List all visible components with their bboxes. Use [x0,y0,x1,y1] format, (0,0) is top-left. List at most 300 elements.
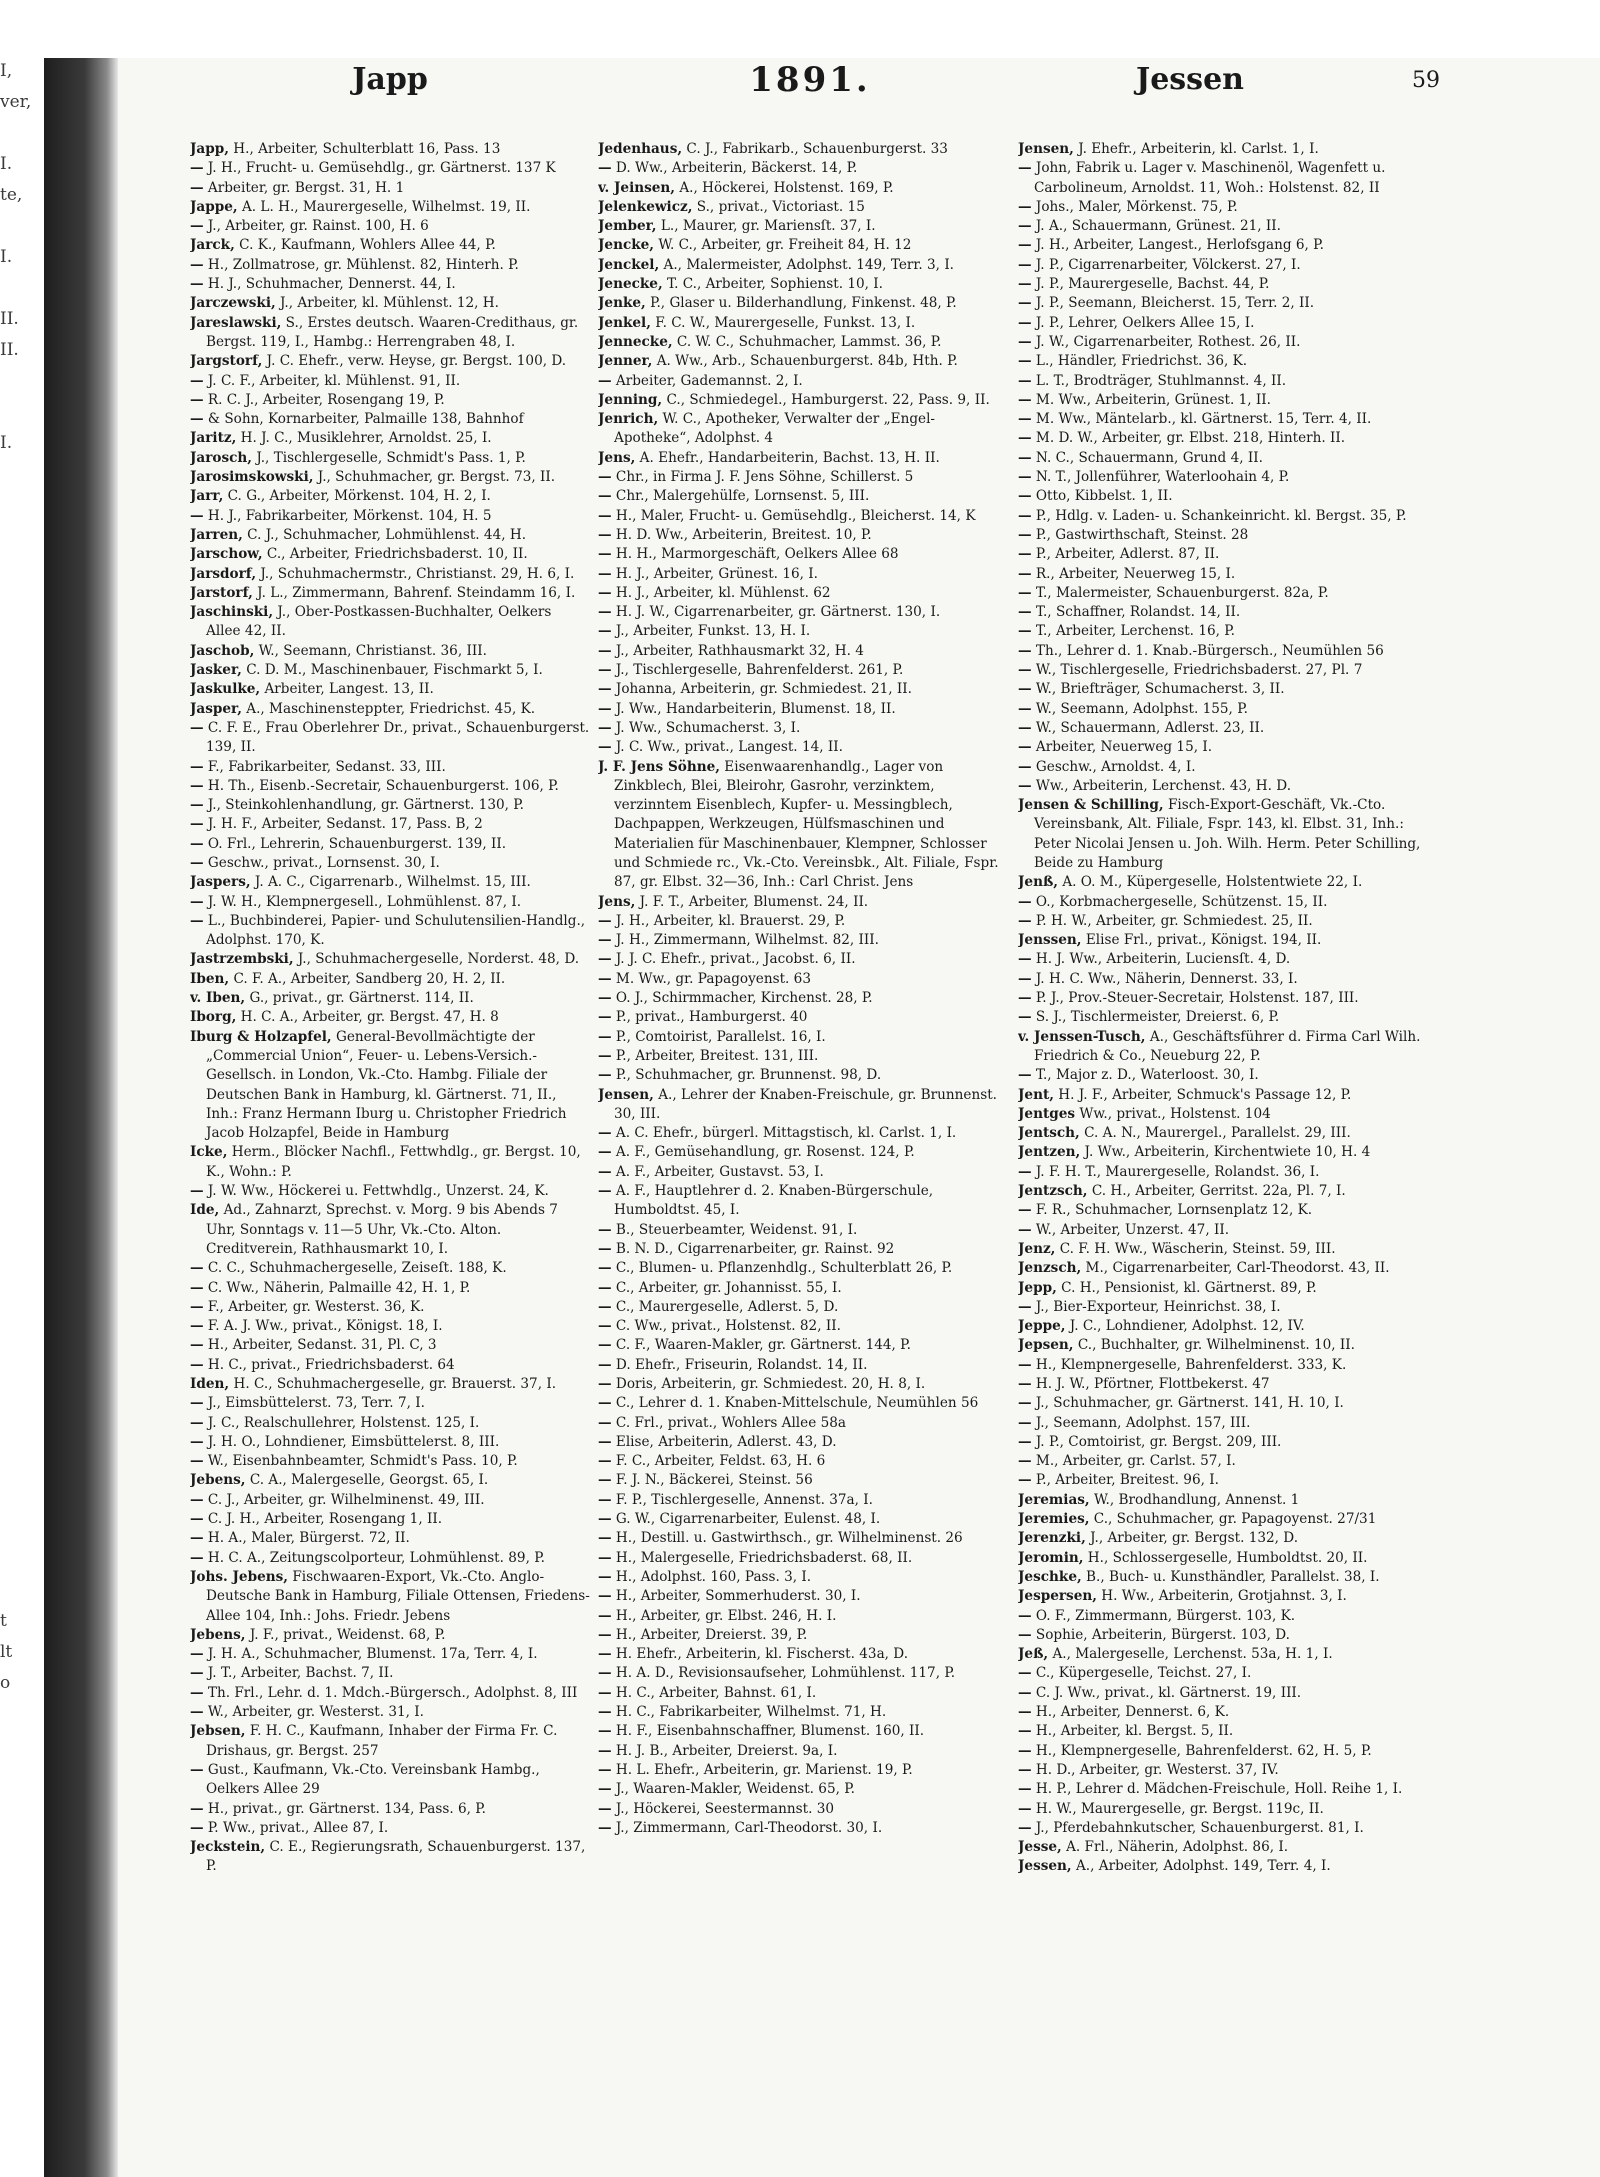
entry-details: Eisenwaarenhandlg., Lager von Zinkblech, Blei, Bleirohr, Gasrohr, verzinktem, verzinntem Eisenblech, Kupfer- u. Messingblech, Dachpappen, Werkzeugen, Hülfsmaschinen und Materialien für Maschinenbauer, Klempner, Schlosser und Schmiede rc., Vk.-Cto. Vereinsbk., Alt. Filiale, Fspr. 87, gr. Elbst. 32—36, Inh.: Carl Christ. Jens [614,758,999,891]
entry-details: C. F. H. Ww., Wäscherin, Steinst. 59, III. [1055,1240,1336,1257]
entry-name: — [598,1588,612,1605]
entry-name: — [1018,469,1032,486]
directory-entry [1018,140,1430,159]
entry-name: Jentsch, [1018,1125,1080,1142]
directory-entry [190,642,590,661]
directory-entry [598,1510,1010,1529]
entry-details: J. F. T., Arbeiter, Blumenst. 24, II. [635,893,869,910]
directory-entry [598,1086,1010,1125]
directory-entry [1018,1645,1430,1664]
entry-details: C. A., Malergeselle, Georgst. 65, I. [245,1472,489,1489]
entry-details: H., Arbeiter, kl. Bergst. 5, II. [1031,1723,1234,1740]
prev-page-fragment [0,122,44,153]
entry-details: P., Arbeiter, Breitest. 96, I. [1031,1472,1219,1489]
prev-page-fragment [0,1486,44,1517]
entry-details: Johs., Maler, Mörkenst. 75, P. [1031,198,1238,215]
entry-name: — [598,662,612,679]
entry-name: — [190,411,204,428]
directory-entry [598,333,1010,352]
entry-name: Jarschow, [190,546,263,563]
directory-entry [190,545,590,564]
prev-page-fragment [0,773,44,804]
entry-details: J. Ww., Handarbeiterin, Blumenst. 18, II. [611,700,896,717]
entry-details: H. J. Ww., Arbeiterin, Luciensſt. 4, D. [1031,951,1291,968]
entry-details: W., Brodhandlung, Annenst. 1 [1089,1491,1300,1508]
entry-name: — [598,1240,612,1257]
directory-entry [1018,1240,1430,1259]
entry-name: — [1018,1067,1032,1084]
prev-page-fragment [0,1424,44,1455]
directory-entry [598,1800,1010,1819]
entry-details: Fisch-Export-Geschäft, Vk.-Cto. Vereinsbank, Alt. Filiale, Fspr. 143, kl. Elbst. 31, Inh.: Peter Nicolai Jensen u. Joh. Wilh. Herm. Peter Schilling, Beide zu Hamburg [1034,797,1421,871]
entry-details: W., Arbeiter, Unzerst. 47, II. [1031,1221,1230,1238]
directory-entry [1018,507,1430,526]
directory-entry [1018,758,1430,777]
entry-details: J. H. O., Lohndiener, Eimsbüttelerst. 8, III. [203,1433,500,1450]
directory-entry [598,487,1010,506]
directory-entry [190,584,590,603]
entry-details: H. Ehefr., Arbeiterin, kl. Fischerst. 43a, D. [611,1646,909,1663]
directory-entry [1018,236,1430,255]
entry-name: — [1018,295,1032,312]
entry-name: — [190,1549,204,1566]
entry-name: v. Jeinsen, [598,179,676,196]
directory-entry [598,1452,1010,1471]
prev-page-fragment [0,525,44,556]
directory-entry [1018,1722,1430,1741]
entry-details: F. C., Arbeiter, Feldst. 63, H. 6 [611,1453,826,1470]
entry-name: Jeppe, [1018,1318,1066,1335]
directory-entry [598,1645,1010,1664]
entry-name: Jenssen, [1018,932,1082,949]
entry-details: Elise Frl., privat., Königst. 194, II. [1081,932,1322,949]
entry-details: H. D. Ww., Arbeiterin, Breitest. 10, P. [611,526,872,543]
entry-name: — [598,719,612,736]
entry-details: J. C., Lohndiener, Adolphst. 12, IV. [1065,1318,1305,1335]
entry-details: J., Steinkohlenhandlung, gr. Gärtnerst. 130, P. [203,797,524,814]
entry-name: Jebens, [190,1472,246,1489]
entry-name: — [1018,1414,1032,1431]
directory-entry [598,565,1010,584]
directory-column-2 [598,140,1010,2150]
entry-name: — [1018,1009,1032,1026]
entry-details: P., Arbeiter, Breitest. 131, III. [611,1047,819,1064]
directory-entry [1018,1568,1430,1587]
entry-details: W., Briefträger, Schumacherst. 3, II. [1031,681,1285,698]
entry-name: Jappe, [190,198,238,215]
entry-name: — [190,1704,204,1721]
entry-name: — [598,1125,612,1142]
entry-name: — [1018,1684,1032,1701]
directory-entry [598,912,1010,931]
entry-details: H. J. W., Pförtner, Flottbekerst. 47 [1031,1376,1270,1392]
prev-page-fragment [0,959,44,990]
entry-details: C. W. C., Schuhmacher, Lammst. 36, P. [672,333,942,350]
entry-name: — [598,1491,612,1508]
entry-name: — [1018,411,1032,428]
entry-details: J. Ehefr., Arbeiterin, kl. Carlst. 1, I. [1073,141,1319,157]
directory-entry [1018,1086,1430,1105]
directory-entry [1018,1664,1430,1683]
entry-details: C. K., Kaufmann, Wohlers Allee 44, P. [234,237,496,254]
entry-name: — [598,1607,612,1624]
directory-entry [598,989,1010,1008]
entry-name: — [190,1511,204,1528]
entry-name: — [190,160,204,177]
entry-name: Jentzen, [1018,1144,1081,1161]
entry-details: J. J. C. Ehefr., privat., Jacobst. 6, II. [611,951,856,968]
entry-name: — [190,1530,204,1547]
entry-details: J., Pferdebahnkutscher, Schauenburgerst. 81, I. [1031,1819,1364,1836]
entry-name: Jeremies, [1018,1511,1090,1528]
entry-name: — [598,642,612,659]
entry-name: — [1018,951,1032,968]
entry-details: H. P., Lehrer d. Mädchen-Freischule, Holl. Reihe 1, I. [1031,1781,1403,1798]
entry-details: C., Maurergeselle, Adlerst. 5, D. [611,1298,839,1315]
entry-name: Jensen, [1018,141,1074,157]
entry-details: C. Ww., Näherin, Palmaille 42, H. 1, P. [203,1279,471,1296]
entry-details: H., Schlossergeselle, Humboldtst. 20, II. [1083,1549,1368,1566]
directory-entry [598,1414,1010,1433]
directory-entry [190,198,590,217]
entry-details: P. H. W., Arbeiter, gr. Schmiedest. 25, II. [1031,912,1313,929]
entry-details: J. P., Lehrer, Oelkers Allee 15, I. [1031,314,1255,331]
entry-details: C. J. Ww., privat., kl. Gärtnerst. 19, III. [1031,1684,1302,1701]
entry-name: — [598,990,612,1007]
entry-name: — [598,951,612,968]
entry-details: J. F., privat., Weidenst. 68, P. [245,1626,446,1643]
prev-page-fragment [0,1579,44,1610]
entry-name: — [190,1453,204,1470]
entry-details: Ww., privat., Holstenst. 104 [1075,1105,1271,1122]
entry-details: H., Zollmatrose, gr. Mühlenst. 82, Hinterh. P. [203,256,519,273]
entry-details: A. F., Gemüsehandlung, gr. Rosenst. 124, P. [611,1144,915,1161]
entry-name: Jargstorf, [190,353,263,370]
entry-details: J., Zimmermann, Carl-Theodorst. 30, I. [611,1819,883,1836]
entry-name: Jaschob, [190,642,255,659]
directory-entry [1018,1375,1430,1394]
entry-details: J., Höckerei, Seestermannst. 30 [611,1800,835,1817]
entry-name: — [190,1356,204,1373]
entry-details: C., Küpergeselle, Teichst. 27, I. [1031,1665,1252,1682]
directory-entry [598,1317,1010,1336]
entry-details: J., Bier-Exporteur, Heinrichst. 38, I. [1031,1298,1281,1315]
entry-name: — [598,1704,612,1721]
entry-details: T., Major z. D., Waterloost. 30, I. [1031,1067,1259,1084]
entry-details: A., Geschäftsführer d. Firma Carl Wilh. Friedrich & Co., Neueburg 22, P. [1034,1028,1421,1064]
directory-entry [1018,1356,1430,1375]
entry-name: — [190,1819,204,1836]
entry-details: Geschw., Arnoldst. 4, I. [1031,758,1196,775]
entry-name: Jenkel, [598,314,651,331]
entry-details: A., Malermeister, Adolphst. 149, Terr. 3, I. [659,256,955,273]
entry-details: H. C. A., Arbeiter, gr. Bergst. 47, H. 8 [236,1009,499,1026]
entry-details: M. Ww., Mäntelarb., kl. Gärtnerst. 15, Terr. 4, II. [1031,411,1372,428]
entry-details: Th., Lehrer d. 1. Knab.-Bürgersch., Neumühlen 56 [1031,642,1384,659]
directory-entry [190,526,590,545]
entry-name: Jastrzembski, [190,951,294,968]
entry-name: Jenner, [598,353,653,370]
entry-details: General-Bevollmächtigte der „Commercial Union“, Feuer- u. Lebens-Versich.-Gesellsch. in London, Vk.-Cto. Hambg. Filiale der Deutschen Bank in Hamburg, kl. Gärtnerst. 71, II., Inh.: Franz Hermann Iburg u. Christopher Friedrich Jacob Holzapfel, Beide in Hamburg [206,1028,567,1142]
directory-entry [1018,1780,1430,1799]
entry-name: — [1018,623,1032,640]
entry-name: — [598,1472,612,1489]
directory-entry [1018,410,1430,429]
entry-name: — [1018,681,1032,698]
prev-page-fragment [0,897,44,928]
directory-entry [190,1510,590,1529]
directory-entry [1018,526,1430,545]
entry-name: — [190,1433,204,1450]
directory-entry [598,1549,1010,1568]
entry-details: J., Arbeiter, Rathhausmarkt 32, H. 4 [611,642,864,659]
entry-name: — [1018,1395,1032,1412]
entry-details: H. C., Fabrikarbeiter, Wilhelmst. 71, H. [611,1704,887,1721]
entry-details: F. A. J. Ww., privat., Königst. 18, I. [203,1318,443,1335]
prev-page-fragment [0,649,44,680]
entry-name: — [598,1414,612,1431]
entry-details: J. A., Schauermann, Grünest. 21, II. [1031,218,1281,235]
entry-name: Jelenkewicz, [598,198,693,215]
entry-details: B., Buch- u. Kunsthändler, Parallelst. 38, I. [1081,1568,1380,1585]
entry-details: L., Händler, Friedrichst. 36, K. [1031,353,1248,370]
entry-name: — [598,1221,612,1238]
directory-entry [598,1240,1010,1259]
entry-name: Jeckstein, [190,1839,266,1856]
entry-details: W. C., Apotheker, Verwalter der „Engel-Apotheke“, Adolphst. 4 [614,411,936,447]
entry-name: Jessen, [1018,1858,1072,1875]
directory-entry [190,893,590,912]
directory-entry [190,815,590,834]
entry-details: H. J. W., Cigarrenarbeiter, gr. Gärtnerst. 130, I. [611,604,941,621]
entry-details: C., Blumen- u. Pflanzenhdlg., Schulterblatt 26, P. [611,1260,953,1277]
entry-details: H. J. F., Arbeiter, Schmuck's Passage 12, P. [1053,1086,1352,1103]
prev-page-fragment [0,804,44,835]
entry-details: Elise, Arbeiterin, Adlerst. 43, D. [611,1433,837,1450]
entry-name: Ide, [190,1202,220,1219]
entry-details: J. W., Cigarrenarbeiter, Rothest. 26, II. [1031,333,1301,350]
entry-details: & Sohn, Kornarbeiter, Palmaille 138, Bahnhof [203,411,524,428]
entry-details: Herm., Blöcker Nachfl., Fettwhdlg., gr. Bergst. 10, K., Wohn.: P. [206,1144,581,1180]
prev-page-fragment [0,1145,44,1176]
entry-details: G. W., Cigarrenarbeiter, Eulenst. 48, I. [611,1511,881,1528]
entry-details: J., Arbeiter, gr. Bergst. 132, D. [1085,1530,1299,1547]
entry-name: Jaspers, [190,874,251,891]
entry-name: Jaritz, [190,430,237,447]
prev-page-fragment [0,618,44,649]
directory-entry [598,1066,1010,1085]
entry-name: — [598,546,612,563]
entry-name: — [1018,1704,1032,1721]
entry-details: D. Ehefr., Friseurin, Rolandst. 14, II. [611,1356,868,1373]
entry-details: T., Arbeiter, Lerchenst. 16, P. [1031,623,1235,640]
header-year: 1891. [749,60,871,100]
prev-page-fragment [0,556,44,587]
directory-entry [190,1626,590,1645]
entry-details: J., Arbeiter, Funkst. 13, H. I. [611,623,811,640]
prev-page-fragment: II. [0,309,19,329]
entry-details: J., Schuhmacher, gr. Gärtnerst. 141, H. 10, I. [1031,1395,1344,1412]
entry-name: — [598,584,612,601]
directory-entry [598,931,1010,950]
entry-name: — [598,1067,612,1084]
entry-details: H. C., privat., Friedrichsbaderst. 64 [203,1356,455,1373]
entry-name: — [190,719,204,736]
directory-entry [1018,1028,1430,1067]
directory-entry [598,893,1010,912]
directory-entry [598,1587,1010,1606]
directory-entry [190,352,590,371]
directory-entry [1018,1607,1430,1626]
directory-entry [598,584,1010,603]
directory-entry [598,410,1010,449]
entry-details: Arbeiter, Langest. 13, II. [260,681,434,698]
entry-name: — [598,1800,612,1817]
directory-entry [598,352,1010,371]
entry-name: Jarosimskowski, [190,469,314,486]
entry-name: — [1018,333,1032,350]
entry-details: H., Arbeiter, Schulterblatt 16, Pass. 13 [228,141,501,157]
directory-entry [598,719,1010,738]
directory-entry [190,468,590,487]
entry-details: H., Arbeiter, Dreierst. 39, P. [611,1626,808,1643]
entry-details: Otto, Kibbelst. 1, II. [1031,488,1173,505]
directory-entry [1018,1279,1430,1298]
entry-details: L. T., Brodträger, Stuhlmannst. 4, II. [1031,372,1287,389]
entry-details: H., Arbeiter, Sommerhuderst. 30, I. [611,1588,861,1605]
directory-column-3 [1018,140,1430,2150]
directory-entry [598,1742,1010,1761]
entry-name: — [1018,1376,1032,1392]
entry-details: P., privat., Hamburgerst. 40 [611,1009,808,1026]
entry-name: Jenckel, [598,256,660,273]
directory-entry [598,1703,1010,1722]
entry-name: — [1018,739,1032,756]
binding-shadow [44,58,118,2177]
entry-name: — [1018,700,1032,717]
entry-name: — [598,1781,612,1798]
entry-name: — [1018,912,1032,929]
directory-entry [190,1645,590,1664]
directory-entry [598,1259,1010,1278]
entry-details: W., Eisenbahnbeamter, Schmidt's Pass. 10, P. [203,1453,518,1470]
entry-name: — [598,1356,612,1373]
directory-entry [1018,873,1430,892]
entry-name: Jarck, [190,237,235,254]
entry-details: Ad., Zahnarzt, Sprechst. v. Morg. 9 bis Abends 7 Uhr, Sonntags v. 11—5 Uhr, Vk.-Cto. Alton. Creditverein, Rathhausmarkt 10, I. [206,1202,558,1257]
entry-details: C. A. N., Maurergel., Parallelst. 29, III. [1079,1125,1351,1142]
entry-details: F. P., Tischlergeselle, Annenst. 37a, I. [611,1491,873,1508]
directory-entry [1018,275,1430,294]
entry-name: Jarstorf, [190,584,253,601]
directory-entry [1018,314,1430,333]
entry-name: Jesse, [1018,1839,1062,1856]
entry-details: W., Seemann, Christianst. 36, III. [254,642,487,659]
entry-name: — [598,1761,612,1778]
entry-details: C. F., Waaren-Makler, gr. Gärtnerst. 144, P. [611,1337,911,1354]
entry-details: H. C., Arbeiter, Bahnst. 61, I. [611,1684,817,1701]
entry-details: M., Cigarrenarbeiter, Carl-Theodorst. 43, II. [1081,1260,1390,1277]
entry-name: — [598,604,612,621]
directory-entry [190,1684,590,1703]
directory-entry [598,680,1010,699]
entry-name: Iburg & Holzapfel, [190,1028,332,1045]
entry-details: R. C. J., Arbeiter, Rosengang 19, P. [203,391,445,408]
entry-details: H., Malergeselle, Friedrichsbaderst. 68, II. [611,1549,913,1566]
entry-details: Geschw., privat., Lornsenst. 30, I. [203,854,440,871]
entry-name: Jens, [598,449,636,466]
directory-entry [1018,1684,1430,1703]
entry-name: — [190,912,204,929]
directory-entry [190,1664,590,1683]
prev-page-fragment: I. [0,433,13,453]
entry-name: Jenrich, [598,411,659,428]
entry-details: J. C., Realschullehrer, Holstenst. 125, I. [203,1414,480,1431]
directory-entry [1018,294,1430,313]
entry-name: Iben, [190,970,230,987]
directory-entry [598,545,1010,564]
entry-details: Johanna, Arbeiterin, gr. Schmiedest. 21, II. [611,681,912,698]
directory-entry [1018,1143,1430,1162]
directory-entry [598,159,1010,178]
directory-entry [1018,989,1430,1008]
entry-details: W. C., Arbeiter, gr. Freiheit 84, H. 12 [654,237,912,254]
prev-page-fragment: I, [0,61,13,81]
directory-entry [598,275,1010,294]
directory-entry [598,1491,1010,1510]
entry-details: A. Ehefr., Handarbeiterin, Bachst. 13, H. II. [635,449,940,466]
entry-details: Gust., Kaufmann, Vk.-Cto. Vereinsbank Hambg., Oelkers Allee 29 [203,1761,540,1798]
entry-name: — [190,1279,204,1296]
directory-entry [190,777,590,796]
entry-name: — [598,1742,612,1759]
entry-name: — [1018,777,1032,794]
entry-name: — [1018,604,1032,621]
entry-name: Jebens, [190,1626,246,1643]
entry-name: Jerenzki, [1018,1530,1086,1547]
entry-name: — [1018,526,1032,543]
entry-details: C. H., Pensionist, kl. Gärtnerst. 89, P. [1056,1279,1317,1296]
entry-name: — [598,1646,612,1663]
entry-name: J. F. Jens Söhne, [598,758,720,775]
entry-details: F. H. C., Kaufmann, Inhaber der Firma Fr. C. Drishaus, gr. Bergst. 257 [206,1723,558,1759]
entry-name: Jeschke, [1018,1568,1082,1585]
entry-name: — [598,1163,612,1180]
directory-entry [598,661,1010,680]
directory-entry [1018,1587,1430,1606]
entry-details: J. C. Ww., privat., Langest. 14, II. [611,739,843,756]
entry-details: A. L. H., Maurergeselle, Wilhelmst. 19, II. [237,198,531,215]
prev-page-fragment: ver, [0,92,32,112]
prev-page-fragment [0,1052,44,1083]
entry-name: Jarosch, [190,449,253,466]
entry-name: — [190,1800,204,1817]
directory-entry [1018,468,1430,487]
entry-name: — [1018,353,1032,370]
entry-details: L., Maurer, gr. Mariensſt. 37, I. [656,218,876,235]
entry-name: Jespersen, [1018,1588,1097,1605]
prev-page-fragment: I. [0,247,13,267]
entry-details: W., Arbeiter, gr. Westerst. 31, I. [203,1704,424,1721]
directory-entry [598,1394,1010,1413]
directory-entry [598,1028,1010,1047]
entry-name: — [598,1684,612,1701]
entry-details: C., Buchhalter, gr. Wilhelminenst. 10, II. [1073,1337,1355,1354]
directory-entry [598,217,1010,236]
directory-entry [190,1549,590,1568]
entry-name: — [190,777,204,794]
entry-name: — [190,1684,204,1701]
